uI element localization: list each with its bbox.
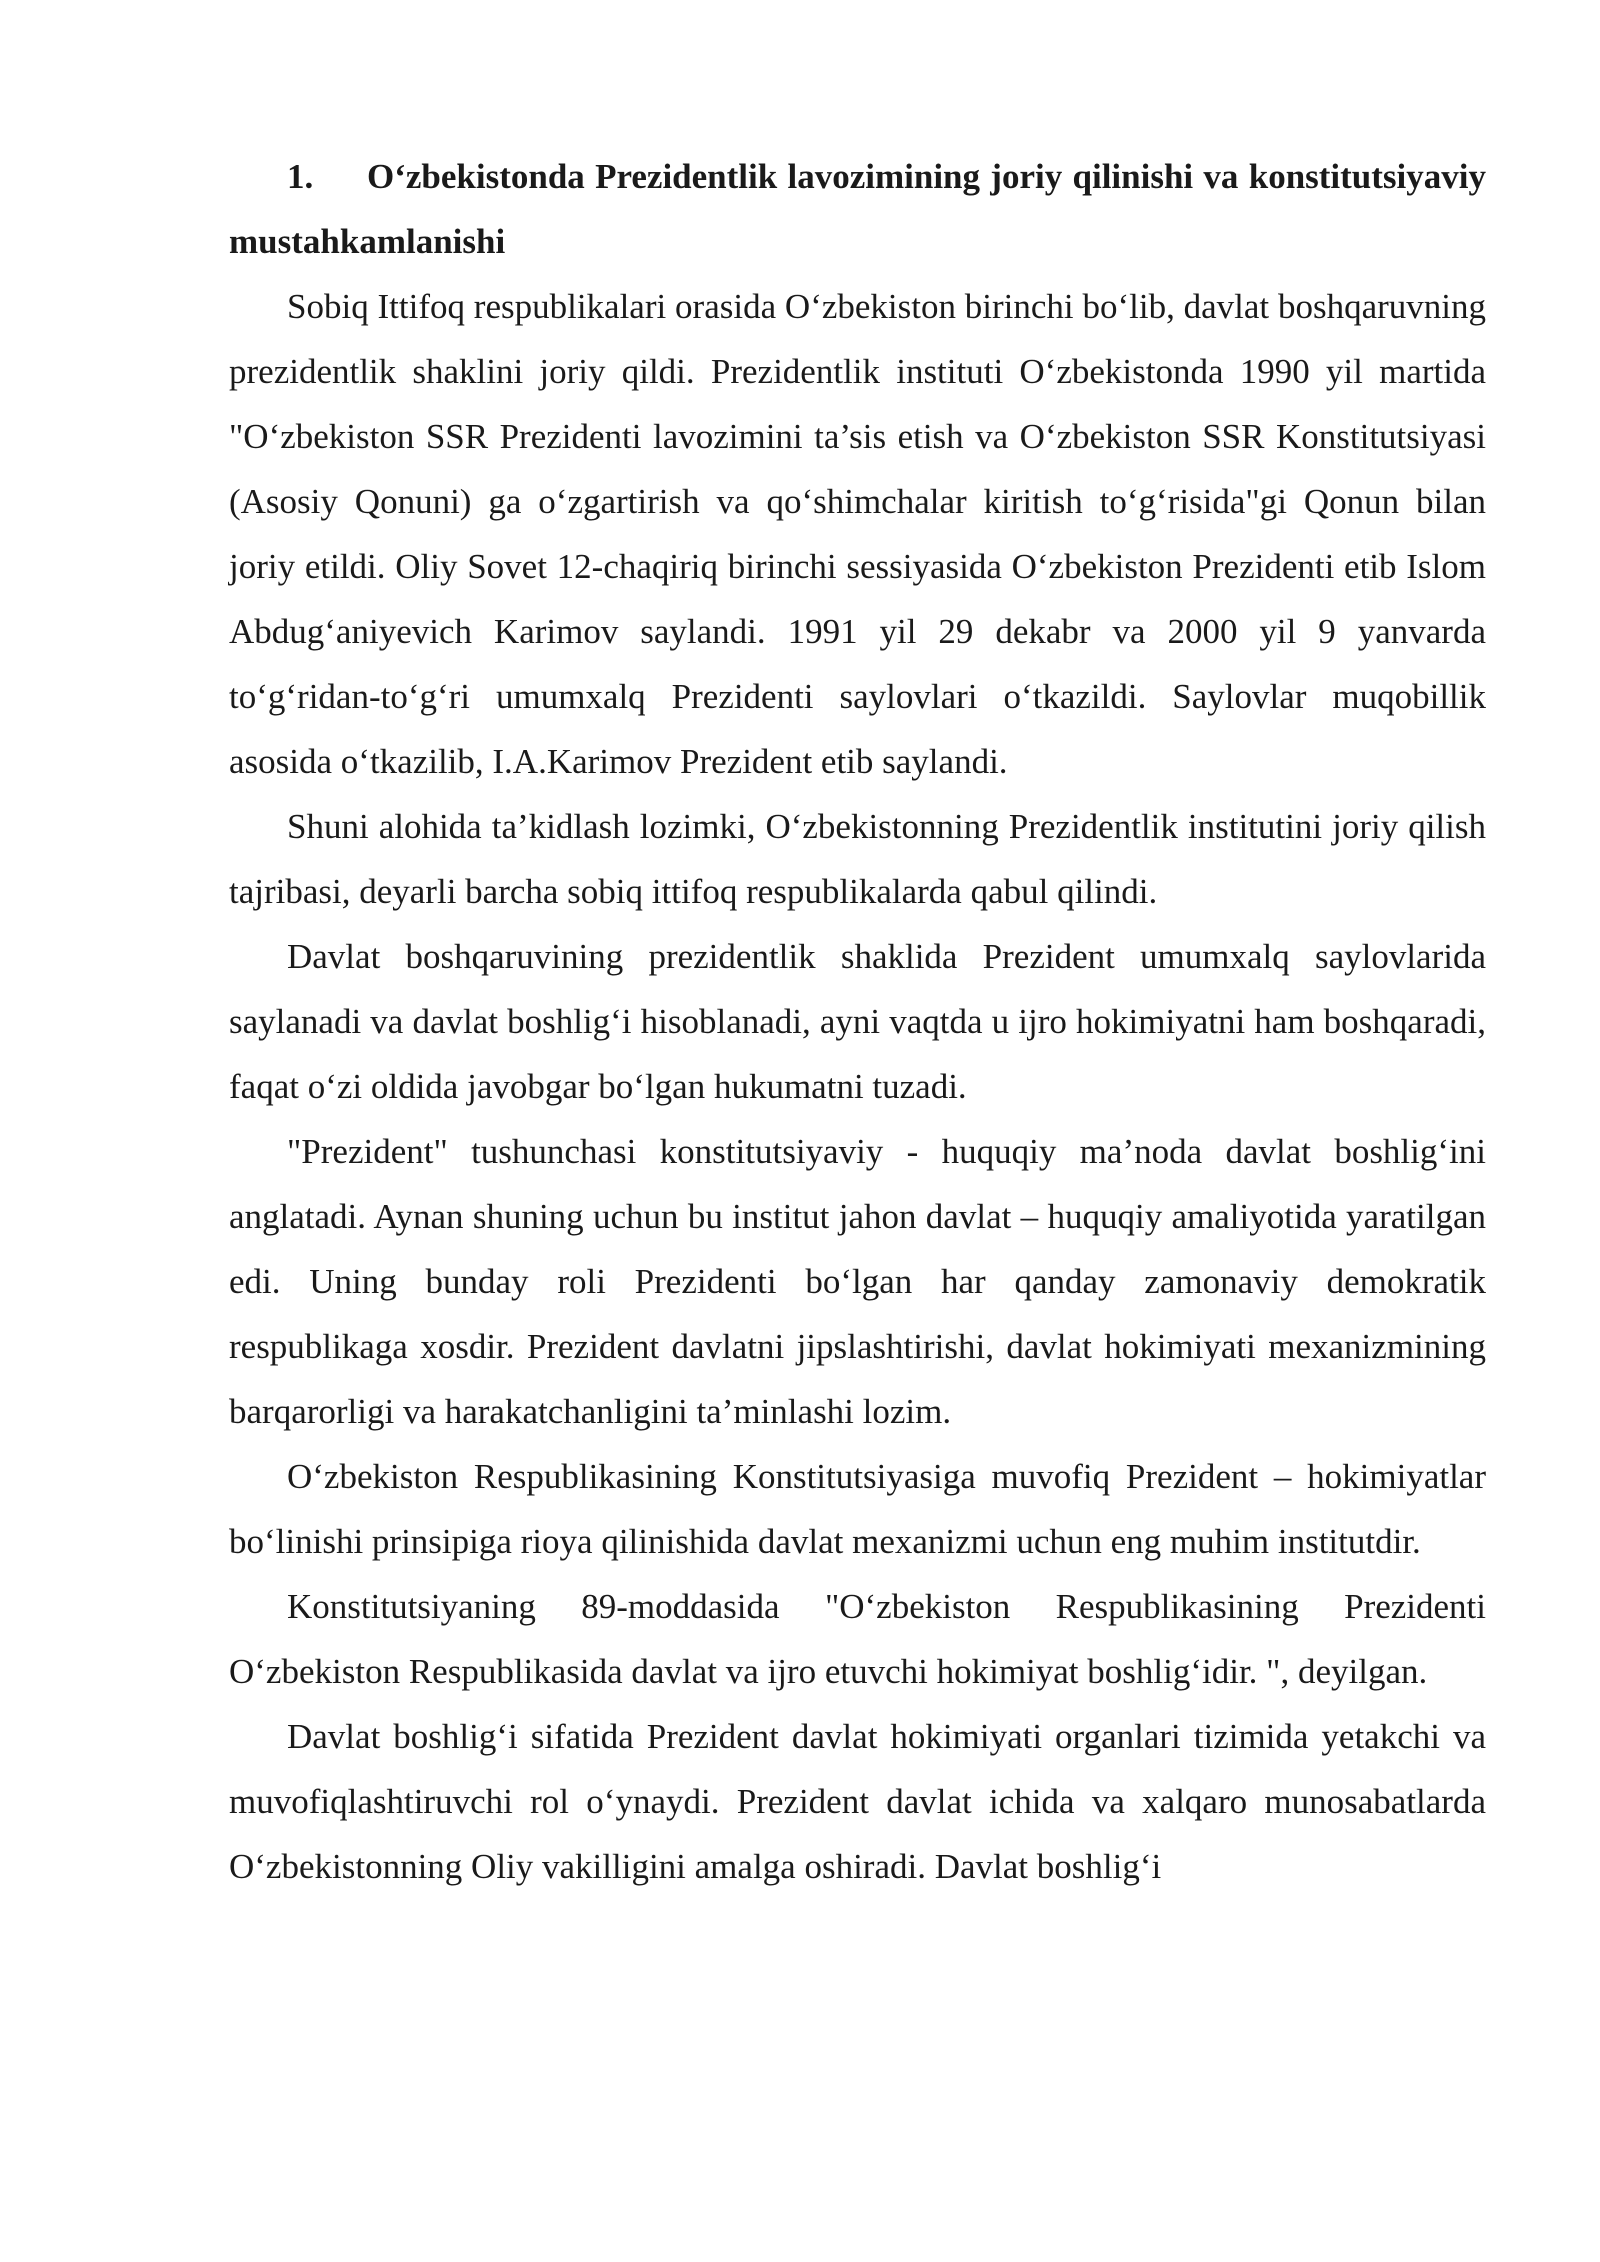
paragraph-4: "Prezident" tushunchasi konstitutsiyaviy - huquqiy ma’noda davlat boshlig‘ini anglatadi. Aynan shuning uchun bu institut jahon davlat – huquqiy amaliyotida yaratilgan edi. Uning bunday roli Prezidenti bo‘lgan har qanday zamonaviy demokratik respublikaga xosdir. Prezident davlatni jipslashtirishi, davlat hokimiyati mexanizmining barqarorligi va harakatchanligini ta’minlashi lozim. bbox=[229, 1132, 1486, 1431]
paragraph-3: Davlat boshqaruvining prezidentlik shaklida Prezident umumxalq saylovlarida saylanadi va davlat boshlig‘i hisoblanadi, ayni vaqtda u ijro hokimiyatni ham boshqaradi, faqat o‘zi oldida javobgar bo‘lgan hukumatni tuzadi. bbox=[229, 937, 1486, 1106]
paragraph-1: Sobiq Ittifoq respublikalari orasida O‘zbekiston birinchi bo‘lib, davlat boshqaruvning prezidentlik shaklini joriy qildi. Prezidentlik instituti O‘zbekistonda 1990 yil martida "O‘zbekiston SSR Prezidenti lavozimini ta’sis etish va O‘zbekiston SSR Konstitutsiyasi (Asosiy Qonuni) ga o‘zgartirish va qo‘shimchalar kiritish to‘g‘risida"gi Qonun bilan joriy etildi. Oliy Sovet 12-chaqiriq birinchi sessiyasida O‘zbekiston Prezidenti etib Islom Abdug‘aniyevich Karimov saylandi. 1991 yil 29 dekabr va 2000 yil 9 yanvarda to‘g‘ridan-to‘g‘ri umumxalq Prezidenti saylovlari o‘tkazildi. Saylovlar muqobillik asosida o‘tkazilib, I.A.Karimov Prezident etib saylandi. bbox=[229, 287, 1486, 781]
section-heading bbox=[229, 144, 1486, 274]
paragraph-5: O‘zbekiston Respublikasining Konstitutsiyasiga muvofiq Prezident – hokimiyatlar bo‘linishi prinsipiga rioya qilinishida davlat mexanizmi uchun eng muhim institutdir. bbox=[229, 1457, 1486, 1561]
section-number: 1. bbox=[287, 157, 314, 196]
paragraph-7: Davlat boshlig‘i sifatida Prezident davlat hokimiyati organlari tizimida yetakchi va muvofiqlashtiruvchi rol o‘ynaydi. Prezident davlat ichida va xalqaro munosabatlarda O‘zbekistonning Oliy vakilligini amalga oshiradi. Davlat boshlig‘i bbox=[229, 1717, 1486, 1886]
paragraph-6: Konstitutsiyaning 89-moddasida "O‘zbekiston Respublikasining Prezidenti O‘zbekiston Respublikasida davlat va ijro etuvchi hokimiyat boshlig‘idir. ", deyilgan. bbox=[229, 1587, 1486, 1691]
section-title: O‘zbekistonda Prezidentlik lavozimining joriy qilinishi va konstitutsiyaviy mustahkamlanishi bbox=[229, 157, 1486, 261]
paragraph-2: Shuni alohida ta’kidlash lozimki, O‘zbekistonning Prezidentlik institutini joriy qilish tajribasi, deyarli barcha sobiq ittifoq respublikalarda qabul qilindi. bbox=[229, 807, 1486, 911]
document-body bbox=[229, 144, 1486, 1899]
